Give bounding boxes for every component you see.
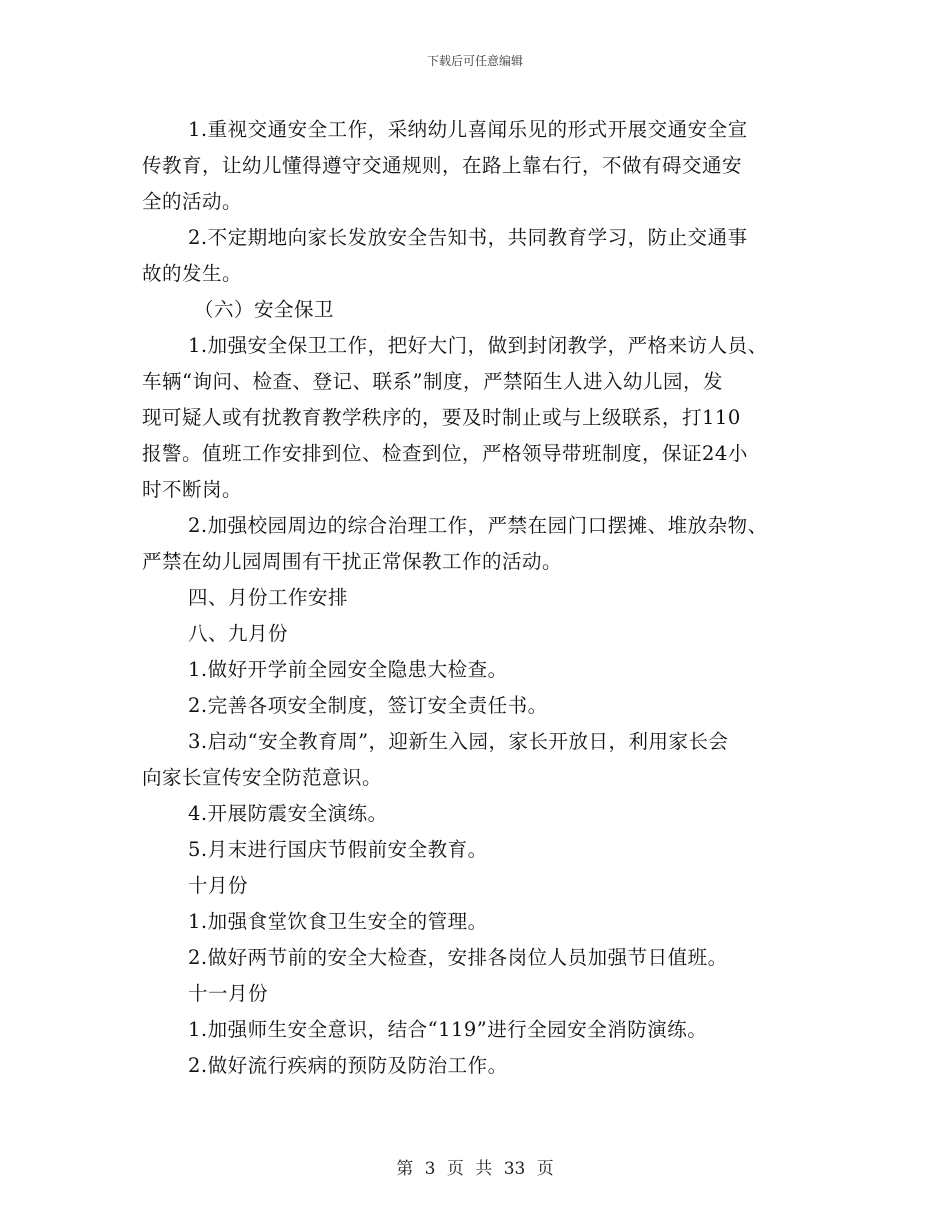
text-line: 4.开展防震安全演练。: [188, 802, 388, 825]
document-body: [142, 112, 812, 1084]
text-line: 故的发生。: [142, 262, 243, 285]
text-line: 1.加强食堂饮食卫生安全的管理。: [188, 910, 488, 933]
text-line: 2.加强校园周边的综合治理工作，严禁在园门口摆摊、堆放杂物、: [188, 514, 768, 537]
text-line: （六）安全保卫: [194, 298, 335, 321]
text-line: 全的活动。: [142, 190, 243, 213]
text-line: 严禁在幼儿园周围有干扰正常保教工作的活动。: [142, 550, 563, 573]
text-line: 2.完善各项安全制度，签订安全责任书。: [188, 694, 548, 717]
text-line: 十月份: [188, 874, 249, 897]
text-line: 报警。值班工作安排到位、检查到位，严格领导带班制度，保证24小: [142, 442, 748, 465]
text-line: 2.做好两节前的安全大检查，安排各岗位人员加强节日值班。: [188, 946, 728, 969]
text-line: 现可疑人或有扰教育教学秩序的，要及时制止或与上级联系，打110: [142, 406, 741, 429]
page-header: 下载后可任意编辑: [426, 54, 523, 68]
text-line: 时不断岗。: [142, 478, 243, 501]
text-line: 传教育，让幼儿懂得遵守交通规则，在路上靠右行，不做有碍交通安: [142, 154, 743, 177]
page-footer: 第 3 页 共 33 页: [396, 1159, 554, 1179]
text-line: 5.月末进行国庆节假前安全教育。: [188, 838, 488, 861]
text-line: 八、九月份: [188, 622, 289, 645]
text-line: 2.不定期地向家长发放安全告知书，共同教育学习，防止交通事: [188, 226, 748, 249]
text-line: 1.重视交通安全工作，采纳幼儿喜闻乐见的形式开展交通安全宣: [188, 118, 748, 141]
text-line: 四、月份工作安排: [188, 586, 349, 609]
text-line: 1.加强师生安全意识，结合“119”进行全园安全消防演练。: [188, 1018, 708, 1041]
text-line: 车辆“询问、检查、登记、联系”制度，严禁陌生人进入幼儿园，发: [142, 370, 723, 393]
text-line: 2.做好流行疾病的预防及防治工作。: [188, 1054, 508, 1077]
text-line: 1.加强安全保卫工作，把好大门，做到封闭教学，严格来访人员、: [188, 334, 768, 357]
text-line: 3.启动“安全教育周”，迎新生入园，家长开放日，利用家长会: [188, 730, 729, 753]
text-line: 十一月份: [188, 982, 269, 1005]
text-line: 向家长宣传安全防范意识。: [142, 766, 383, 789]
text-line: 1.做好开学前全园安全隐患大检查。: [188, 658, 508, 681]
